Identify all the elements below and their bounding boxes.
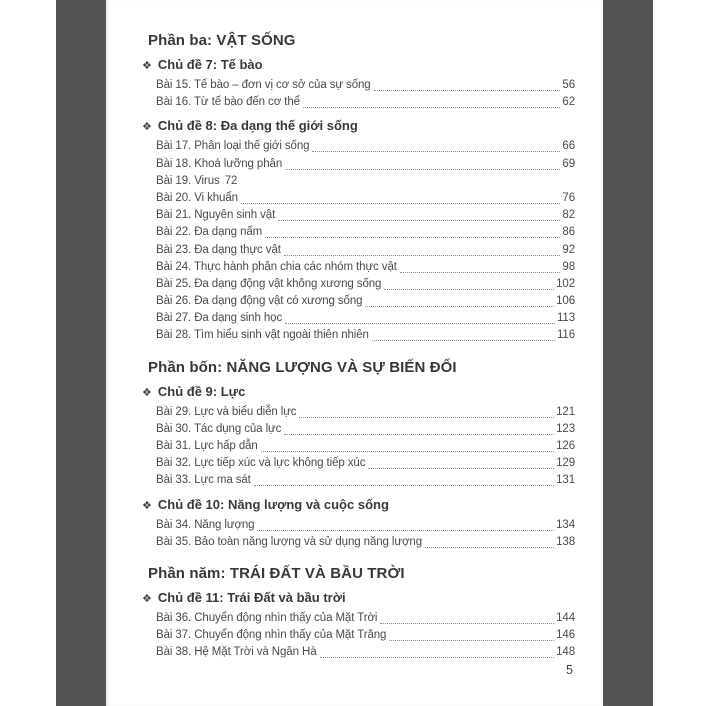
page-number: 5 (566, 663, 573, 677)
toc-entry (156, 276, 575, 293)
diamond-bullet-icon: ❖ (142, 120, 152, 134)
toc-entry (156, 327, 575, 344)
entry-title: Bài 38. Hệ Mặt Trời và Ngân Hà (156, 646, 317, 659)
toc-entry (156, 156, 575, 173)
dot-leader (368, 455, 554, 469)
dot-leader (285, 156, 560, 170)
dot-leader (284, 242, 561, 256)
entry-page-number: 123 (556, 422, 575, 435)
entry-page-number: 134 (556, 518, 575, 531)
entry-page-number: 56 (562, 79, 575, 91)
dot-leader (425, 534, 554, 548)
diamond-bullet-icon: ❖ (142, 59, 152, 72)
toc-entry (156, 259, 575, 276)
entry-page-number: 131 (556, 474, 575, 487)
dot-leader (265, 224, 560, 238)
entry-title: Bài 23. Đa dạng thực vật (156, 243, 281, 256)
entry-title: Bài 15. Tế bào – đơn vị cơ sở của sự sống (156, 79, 371, 91)
backdrop-right-bar (603, 0, 653, 706)
dot-leader (278, 207, 560, 221)
entry-title: Bài 20. Vi khuẩn (156, 191, 238, 204)
topic-heading (142, 117, 575, 136)
entry-title: Bài 25. Đa dạng động vật không xương sống (156, 277, 382, 290)
spacer (237, 173, 575, 190)
toc-entry (156, 534, 575, 551)
entry-title: Bài 37. Chuyển động nhìn thấy của Mặt Trăng (156, 629, 387, 642)
entry-page-number: 82 (562, 209, 575, 222)
diamond-bullet-icon: ❖ (142, 591, 152, 605)
dot-leader (400, 259, 561, 273)
entry-page-number: 144 (556, 611, 575, 624)
entry-title: Bài 32. Lực tiếp xúc và lực không tiếp xúc (156, 457, 366, 470)
entry-page-number: 121 (556, 405, 575, 418)
entry-page-number: 126 (556, 440, 575, 452)
entry-page-number: 129 (556, 457, 575, 470)
toc-entry (156, 455, 575, 472)
entry-page-number: 92 (562, 243, 575, 256)
toc-entry (156, 190, 575, 207)
dot-leader (320, 644, 555, 658)
toc-entry (156, 627, 575, 644)
diamond-bullet-icon: ❖ (142, 385, 152, 399)
toc-entry (156, 224, 575, 241)
dot-leader (372, 327, 555, 341)
entry-page-number: 66 (562, 140, 575, 153)
entry-page-number: 106 (556, 295, 575, 308)
entry-title: Bài 17. Phân loại thế giới sống (156, 140, 310, 153)
toc-entry (156, 138, 575, 155)
entry-title: Bài 35. Bảo toàn năng lượng và sử dụng năng lượng (156, 535, 423, 548)
entry-page-number: 72 (224, 174, 238, 187)
entry-page-number: 69 (562, 157, 575, 170)
part-heading: Phần ba: VẬT SỐNG (148, 32, 296, 49)
dot-leader (299, 404, 554, 418)
dot-leader (303, 94, 560, 108)
entry-title: Bài 33. Lực ma sát (156, 474, 251, 487)
topic-title: Chủ đề 10: Năng lượng và cuộc sống (157, 496, 389, 512)
toc-entry (156, 404, 575, 421)
entry-title: Bài 21. Nguyên sinh vật (156, 209, 276, 222)
entry-page-number: 138 (556, 535, 575, 548)
dot-leader (384, 276, 554, 290)
entry-page-number: 102 (556, 277, 575, 290)
entry-title: Bài 30. Tác dụng của lực (156, 422, 282, 435)
toc-entry (156, 610, 575, 627)
entry-title: Bài 22. Đa dạng nấm (156, 226, 263, 239)
entry-title: Bài 31. Lực hấp dẫn (156, 440, 258, 452)
entry-page-number: 146 (556, 629, 575, 642)
entry-title: Bài 34. Năng lượng (156, 518, 255, 531)
dot-leader (241, 190, 560, 204)
toc-entry (156, 517, 575, 534)
dot-leader (380, 610, 554, 624)
entry-page-number: 113 (556, 312, 575, 325)
dot-leader (284, 421, 554, 435)
entry-title: Bài 18. Khoá lưỡng phân (156, 157, 283, 170)
toc-entry (156, 77, 575, 94)
dot-leader (365, 293, 554, 307)
topic-heading (142, 56, 575, 75)
dot-leader (389, 627, 554, 641)
entry-title: Bài 29. Lực và biểu diễn lực (156, 405, 297, 418)
entry-title: Bài 27. Đa dạng sinh học (156, 312, 283, 325)
topic-title: Chủ đề 9: Lực (157, 383, 246, 399)
topic-title: Chủ đề 7: Tế bào (157, 57, 263, 72)
part-heading: Phần bốn: NĂNG LƯỢNG VÀ SỰ BIẾN ĐỔI (148, 358, 457, 376)
diamond-bullet-icon: ❖ (142, 498, 152, 512)
toc-entry (156, 438, 575, 455)
toc-entry (156, 242, 575, 259)
dot-leader (254, 472, 554, 486)
toc-entry (156, 472, 575, 489)
entry-page-number: 98 (562, 260, 575, 273)
dot-leader (261, 438, 554, 452)
toc-entry (156, 421, 575, 438)
entry-page-number: 116 (556, 329, 575, 342)
entry-page-number: 86 (562, 226, 575, 239)
entry-title: Bài 16. Từ tế bào đến cơ thể (156, 96, 300, 109)
backdrop-left-bar (56, 0, 106, 706)
entry-title: Bài 24. Thực hành phân chia các nhóm thực vật (156, 260, 397, 273)
toc-entry (156, 293, 575, 310)
topic-heading (142, 589, 575, 608)
topic-title: Chủ đề 11: Trái Đất và bầu trời (157, 589, 346, 605)
entry-page-number: 76 (562, 191, 575, 204)
dot-leader (374, 77, 561, 91)
topic-heading (142, 496, 575, 515)
dot-leader (257, 517, 554, 531)
part-heading: Phần năm: TRÁI ĐẤT VÀ BẦU TRỜI (148, 564, 405, 582)
toc-entry (156, 310, 575, 327)
toc-entry (156, 207, 575, 224)
entry-page-number: 62 (562, 96, 575, 109)
topic-heading (142, 383, 575, 402)
toc-entry (156, 94, 575, 111)
entry-title: Bài 26. Đa dạng động vật có xương sống (156, 295, 363, 308)
dot-leader (312, 138, 560, 152)
entry-title: Bài 28. Tìm hiểu sinh vật ngoài thiên nhiên (156, 329, 369, 342)
toc-entry (156, 644, 575, 661)
dot-leader (285, 310, 555, 324)
toc-entry (156, 173, 575, 190)
toc-page (106, 0, 603, 706)
entry-title: Bài 36. Chuyển động nhìn thấy của Mặt Trời (156, 611, 378, 624)
entry-page-number: 148 (556, 646, 575, 659)
entry-title: Bài 19. Virus (156, 174, 220, 187)
topic-title: Chủ đề 8: Đa dạng thế giới sống (157, 118, 358, 134)
